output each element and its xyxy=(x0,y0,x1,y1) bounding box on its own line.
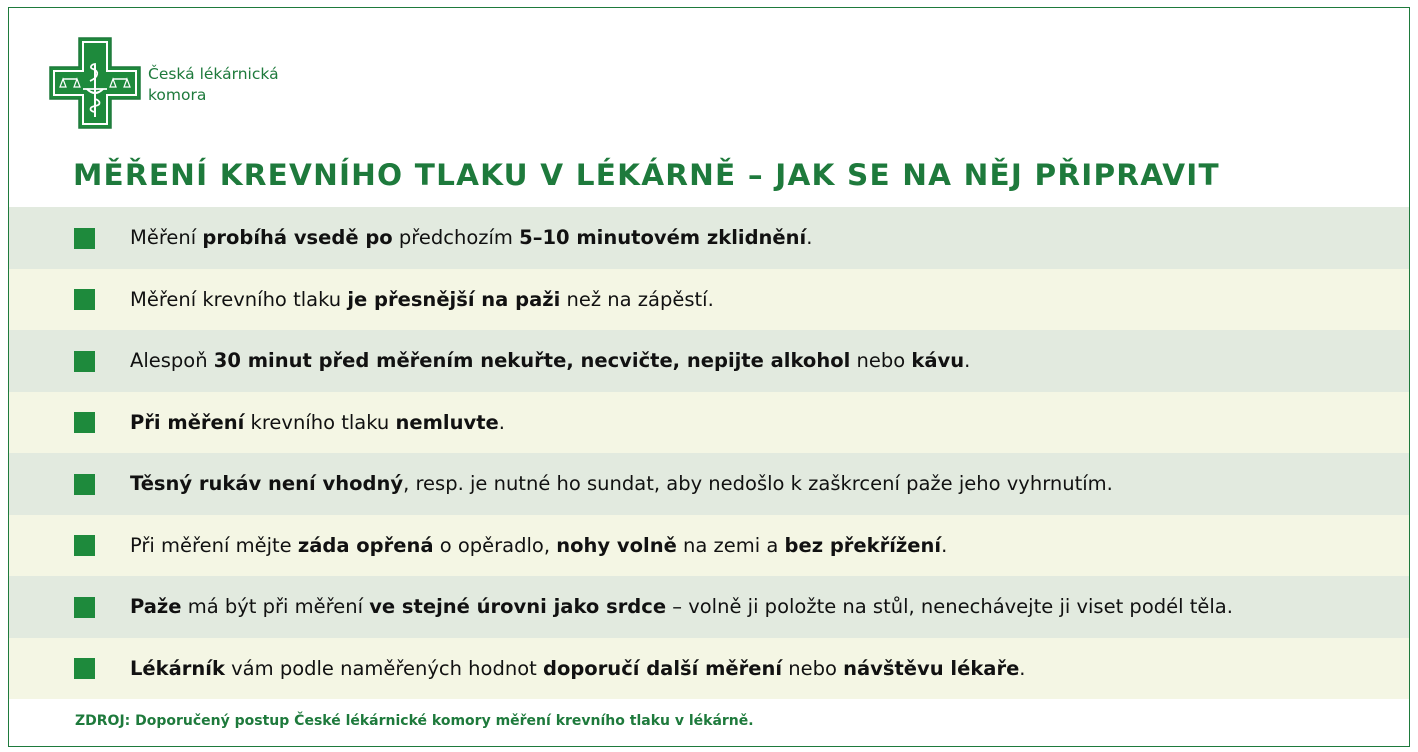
emphasized-text: Lékárník xyxy=(130,656,225,680)
list-item xyxy=(9,453,1409,515)
plain-text: Měření xyxy=(130,226,203,250)
plain-text: než na zápěstí. xyxy=(560,287,714,311)
square-bullet-icon xyxy=(74,658,95,679)
plain-text: , resp. je nutné ho sundat, aby nedošlo k zaškrcení paže jeho vyhrnutím. xyxy=(403,472,1113,496)
organization-name-line2: komora xyxy=(148,86,207,104)
list-item xyxy=(9,638,1409,700)
emphasized-text: návštěvu lékaře xyxy=(843,656,1020,680)
source-note: ZDROJ: Doporučený postup České lékárnické komory měření krevního tlaku v lékárně. xyxy=(75,713,754,729)
list-item-text xyxy=(130,330,970,392)
emphasized-text: 30 minut před měřením nekuřte, necvičte, nepijte alkohol xyxy=(213,349,851,373)
plain-text: Alespoň xyxy=(130,349,214,373)
emphasized-text: 5–10 minutovém zklidnění xyxy=(519,226,807,250)
plain-text: . xyxy=(806,226,813,250)
square-bullet-icon xyxy=(74,289,95,310)
emphasized-text: ve stejné úrovni jako srdce xyxy=(369,595,667,619)
list-item xyxy=(9,576,1409,638)
plain-text: Měření krevního tlaku xyxy=(130,287,348,311)
emphasized-text: doporučí další měření xyxy=(542,656,783,680)
organization-name-line1: Česká lékárnická xyxy=(148,65,279,83)
plain-text: . xyxy=(1019,656,1026,680)
list-item-text xyxy=(130,515,947,577)
organization-name xyxy=(148,64,279,106)
instruction-list xyxy=(9,207,1409,699)
emphasized-text: kávu xyxy=(911,349,965,373)
square-bullet-icon xyxy=(74,228,95,249)
emphasized-text: bez překřížení xyxy=(784,533,942,557)
emphasized-text: záda opřená xyxy=(297,533,434,557)
list-item xyxy=(9,207,1409,269)
plain-text: . xyxy=(941,533,948,557)
plain-text: – volně ji položte na stůl, nenechávejte ji viset podél těla. xyxy=(666,595,1233,619)
plain-text: vám podle naměřených hodnot xyxy=(224,656,543,680)
plain-text: nebo xyxy=(850,349,912,373)
list-item xyxy=(9,269,1409,331)
list-item xyxy=(9,515,1409,577)
emphasized-text: Při měření xyxy=(130,410,245,434)
page-title: MĚŘENÍ KREVNÍHO TLAKU V LÉKÁRNĚ – JAK SE NA NĚJ PŘIPRAVIT xyxy=(73,158,1220,192)
square-bullet-icon xyxy=(74,351,95,372)
plain-text: o opěradlo, xyxy=(433,533,557,557)
list-item-text xyxy=(130,207,812,269)
emphasized-text: nohy volně xyxy=(556,533,677,557)
list-item-text xyxy=(130,576,1233,638)
plain-text: . xyxy=(964,349,971,373)
plain-text: krevního tlaku xyxy=(244,410,396,434)
list-item-text xyxy=(130,269,714,331)
plain-text: má být při měření xyxy=(181,595,370,619)
plain-text: . xyxy=(498,410,505,434)
emphasized-text: nemluvte xyxy=(395,410,499,434)
plain-text: na zemi a xyxy=(676,533,785,557)
emphasized-text: je přesnější na paži xyxy=(347,287,561,311)
plain-text: předchozím xyxy=(392,226,520,250)
list-item xyxy=(9,392,1409,454)
list-item-text xyxy=(130,392,505,454)
list-item-text xyxy=(130,453,1113,515)
square-bullet-icon xyxy=(74,412,95,433)
pharmacy-cross-logo-icon xyxy=(49,37,141,129)
list-item-text xyxy=(130,638,1026,700)
emphasized-text: Paže xyxy=(130,595,182,619)
emphasized-text: probíhá vsedě po xyxy=(202,226,393,250)
plain-text: Při měření mějte xyxy=(130,533,298,557)
square-bullet-icon xyxy=(74,535,95,556)
square-bullet-icon xyxy=(74,474,95,495)
square-bullet-icon xyxy=(74,597,95,618)
emphasized-text: Těsný rukáv není vhodný xyxy=(130,472,404,496)
list-item xyxy=(9,330,1409,392)
plain-text: nebo xyxy=(782,656,844,680)
